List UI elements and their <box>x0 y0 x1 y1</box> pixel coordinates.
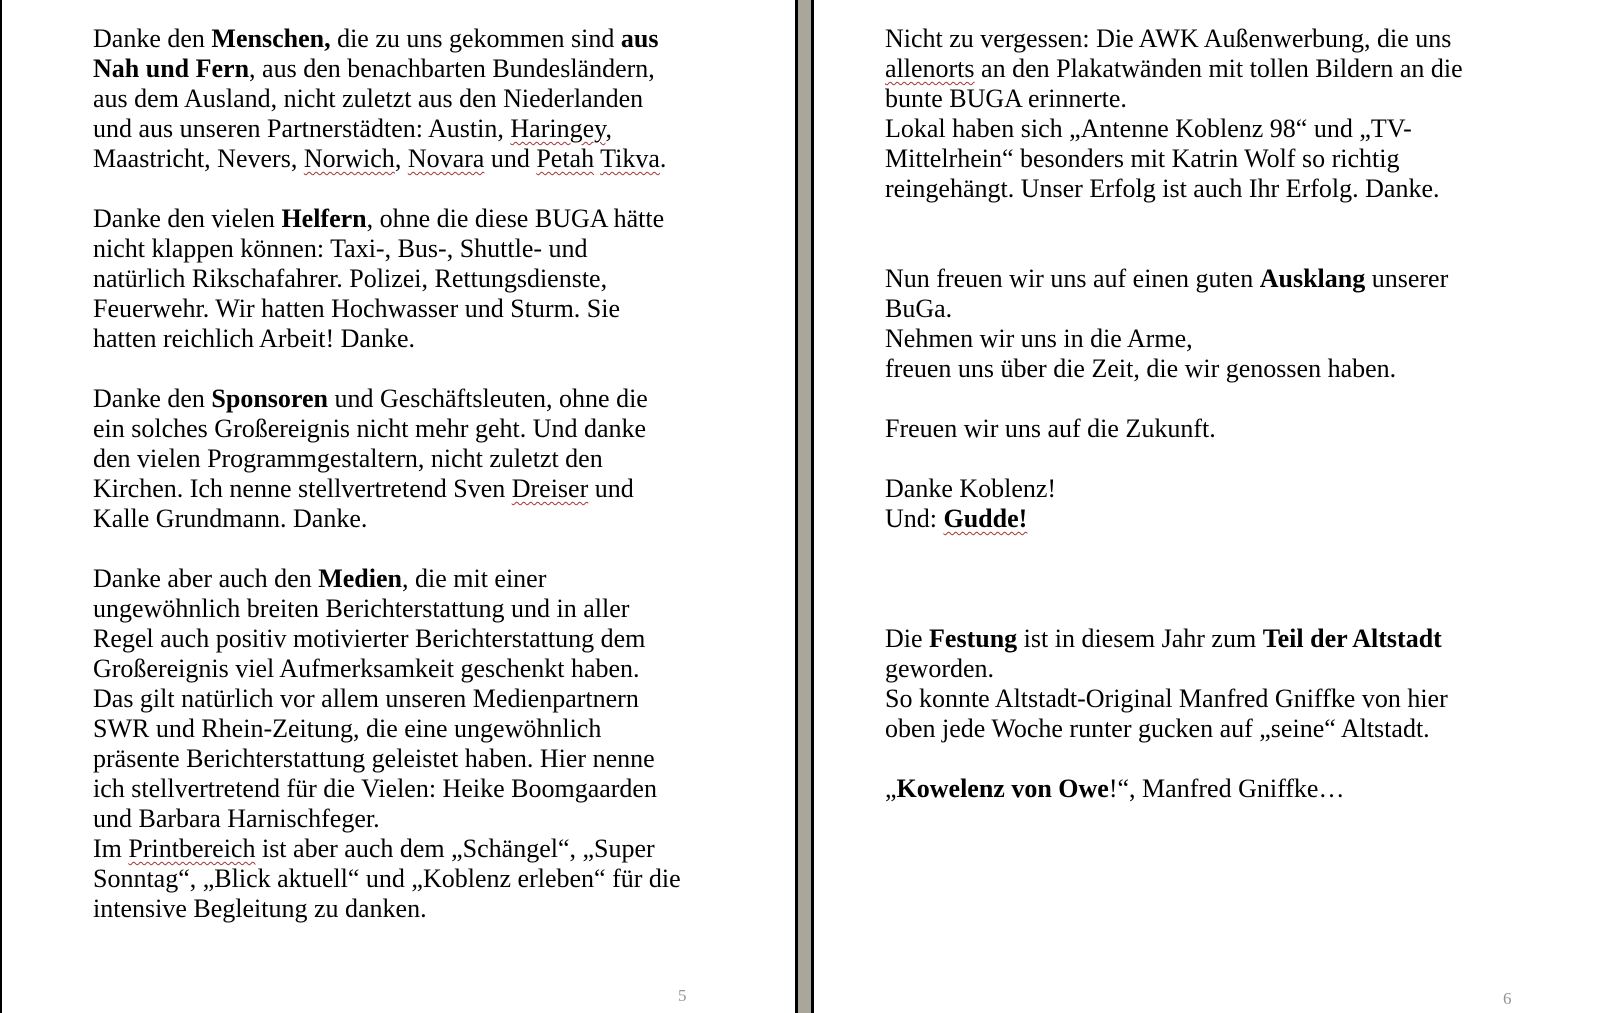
text-run: Regel auch positiv motivierter Berichterstattung dem <box>93 624 646 653</box>
text-run: , die mit einer <box>401 564 547 593</box>
text-line <box>93 114 713 144</box>
text-line <box>885 294 1495 324</box>
spellcheck-flagged-text: Printbereich <box>128 834 256 863</box>
text-run: Nah und Fern <box>93 54 250 83</box>
text-run: und Geschäftsleuten, ohne die <box>327 384 648 413</box>
text-run: die zu uns gekommen sind <box>330 24 621 53</box>
text-run: und <box>484 144 537 173</box>
text-run: Kirchen. Ich nenne stellvertretend Sven <box>93 474 512 503</box>
text-run: Danke den <box>93 24 212 53</box>
text-run: ist aber auch dem „Schängel“, „Super <box>255 834 655 863</box>
spellcheck-flagged-text: Petah <box>536 144 595 173</box>
text-line <box>885 54 1495 84</box>
text-run: und aus unseren Partnerstädten: Austin, <box>93 114 511 143</box>
text-line <box>885 234 1495 264</box>
text-run: präsente Berichterstattung geleistet haben. Hier nenne <box>93 744 655 773</box>
page-5-text-block <box>93 24 713 924</box>
page-number: 5 <box>678 986 687 1005</box>
text-line <box>93 444 713 474</box>
spellcheck-flagged-text: allenorts <box>885 54 975 83</box>
text-run: ich stellvertretend für die Vielen: Heike Boomgaarden <box>93 774 657 803</box>
text-run: Großereignis viel Aufmerksamkeit geschenkt haben. <box>93 654 640 683</box>
text-run: an den Plakatwänden mit tollen Bildern an die <box>974 54 1463 83</box>
text-run: freuen uns über die Zeit, die wir genossen haben. <box>885 354 1397 383</box>
text-line <box>885 594 1495 624</box>
text-run: , ohne die diese BUGA hätte <box>366 204 665 233</box>
text-run: nicht klappen können: Taxi-, Bus-, Shuttle- und <box>93 234 588 263</box>
text-line <box>93 534 713 564</box>
text-line <box>93 84 713 114</box>
text-line <box>885 474 1495 504</box>
text-run: BuGa. <box>885 294 953 323</box>
text-run: und Barbara Harnischfeger. <box>93 804 380 833</box>
text-run: Danke aber auch den <box>93 564 319 593</box>
text-run: Nehmen wir uns in die Arme, <box>885 324 1193 353</box>
text-line <box>885 174 1495 204</box>
text-run: ein solches Großereignis nicht mehr geht. Und danke <box>93 414 647 443</box>
text-line <box>93 294 713 324</box>
text-line <box>885 84 1495 114</box>
text-run: natürlich Rikschafahrer. Polizei, Rettungsdienste, <box>93 264 608 293</box>
text-run: Teil der Altstadt <box>1262 624 1442 653</box>
text-line <box>885 684 1495 714</box>
text-run: hatten reichlich Arbeit! Danke. <box>93 324 415 353</box>
text-run: bunte BUGA erinnerte. <box>885 84 1127 113</box>
text-line <box>93 774 713 804</box>
text-run: Nicht zu vergessen: Die AWK Außenwerbung, die uns <box>885 24 1452 53</box>
page-divider <box>795 0 814 1013</box>
text-line <box>885 744 1495 774</box>
text-run: So konnte Altstadt-Original Manfred Gniffke von hier <box>885 684 1448 713</box>
text-line <box>93 654 713 684</box>
text-run: , <box>394 144 408 173</box>
text-run: Freuen wir uns auf die Zukunft. <box>885 414 1216 443</box>
text-line <box>93 744 713 774</box>
text-run: ungewöhnlich breiten Berichterstattung und in aller <box>93 594 630 623</box>
text-run: geworden. <box>885 654 995 683</box>
text-run: , aus den benachbarten Bundesländern, <box>249 54 655 83</box>
text-run: Im <box>93 834 129 863</box>
text-line <box>93 204 713 234</box>
spellcheck-flagged-text: Tikva <box>600 144 660 173</box>
text-run: Mittelrhein“ besonders mit Katrin Wolf so richtig <box>885 144 1400 173</box>
text-run: Und: <box>885 504 944 533</box>
document-page-6 <box>814 0 1604 1013</box>
text-run: Danke den vielen <box>93 204 282 233</box>
text-line <box>885 534 1495 564</box>
text-line <box>885 24 1495 54</box>
text-line <box>885 504 1495 534</box>
text-run: , <box>605 114 612 143</box>
text-line <box>885 414 1495 444</box>
text-line <box>93 384 713 414</box>
text-run: Kowelenz von Owe <box>896 774 1109 803</box>
text-run: und <box>588 474 634 503</box>
text-run: Menschen, <box>211 24 331 53</box>
text-line <box>93 564 713 594</box>
text-run: Nun freuen wir uns auf einen guten <box>885 264 1260 293</box>
spellcheck-flagged-text: Novara <box>407 144 485 173</box>
text-run: aus <box>620 24 659 53</box>
text-run: . <box>659 144 667 173</box>
text-line <box>885 714 1495 744</box>
text-line <box>885 564 1495 594</box>
text-run: aus dem Ausland, nicht zuletzt aus den Niederlanden <box>93 84 644 113</box>
text-line <box>93 474 713 504</box>
text-run: Medien <box>318 564 402 593</box>
text-run: reingehängt. Unser Erfolg ist auch Ihr Erfolg. Danke. <box>885 174 1440 203</box>
text-run: Sonntag“, „Blick aktuell“ und „Koblenz erleben“ für die <box>93 864 681 893</box>
text-run: ist in diesem Jahr zum <box>1017 624 1263 653</box>
spellcheck-flagged-text: Haringey <box>510 114 606 143</box>
text-run: Das gilt natürlich vor allem unseren Medienpartnern <box>93 684 639 713</box>
text-line <box>885 654 1495 684</box>
text-line <box>885 264 1495 294</box>
text-line <box>93 174 713 204</box>
page-number: 6 <box>1503 989 1512 1008</box>
document-page-5 <box>0 0 795 1013</box>
text-run: Danke den <box>93 384 212 413</box>
text-line <box>885 774 1495 804</box>
text-line <box>885 144 1495 174</box>
text-run: intensive Begleitung zu danken. <box>93 894 427 923</box>
text-line <box>93 804 713 834</box>
text-run: Feuerwehr. Wir hatten Hochwasser und Sturm. Sie <box>93 294 621 323</box>
text-line <box>93 324 713 354</box>
text-line <box>885 444 1495 474</box>
text-run: !“, Manfred Gniffke… <box>1108 774 1345 803</box>
text-line <box>93 684 713 714</box>
page-6-text-block <box>885 24 1495 804</box>
text-line <box>885 384 1495 414</box>
text-line <box>93 594 713 624</box>
text-line <box>93 144 713 174</box>
text-line <box>885 354 1495 384</box>
text-line <box>93 234 713 264</box>
text-line <box>93 354 713 384</box>
text-run: Sponsoren <box>211 384 328 413</box>
text-run: den vielen Programmgestaltern, nicht zuletzt den <box>93 444 603 473</box>
spellcheck-flagged-text: Norwich <box>303 144 395 173</box>
text-run: SWR und Rhein-Zeitung, die eine ungewöhnlich <box>93 714 602 743</box>
text-run: „ <box>885 774 897 803</box>
text-line <box>93 24 713 54</box>
text-line <box>93 54 713 84</box>
text-run: Helfern <box>281 204 367 233</box>
text-line <box>93 504 713 534</box>
text-run: Danke Koblenz! <box>885 474 1057 503</box>
text-run: Festung <box>929 624 1018 653</box>
text-run: oben jede Woche runter gucken auf „seine“ Altstadt. <box>885 714 1430 743</box>
text-line <box>93 834 713 864</box>
text-run: Die <box>885 624 930 653</box>
text-line <box>93 894 713 924</box>
text-run: unserer <box>1365 264 1449 293</box>
text-line <box>93 864 713 894</box>
spellcheck-flagged-text: Gudde! <box>943 504 1028 533</box>
text-line <box>93 414 713 444</box>
text-line <box>885 624 1495 654</box>
text-line <box>885 114 1495 144</box>
text-run: Ausklang <box>1259 264 1366 293</box>
text-line <box>93 624 713 654</box>
spellcheck-flagged-text: Dreiser <box>511 474 589 503</box>
text-run: Maastricht, Nevers, <box>93 144 304 173</box>
text-run: Kalle Grundmann. Danke. <box>93 504 368 533</box>
text-line <box>93 714 713 744</box>
text-line <box>885 204 1495 234</box>
text-line <box>93 264 713 294</box>
text-run: Lokal haben sich „Antenne Koblenz 98“ und „TV- <box>885 114 1412 143</box>
text-line <box>885 324 1495 354</box>
